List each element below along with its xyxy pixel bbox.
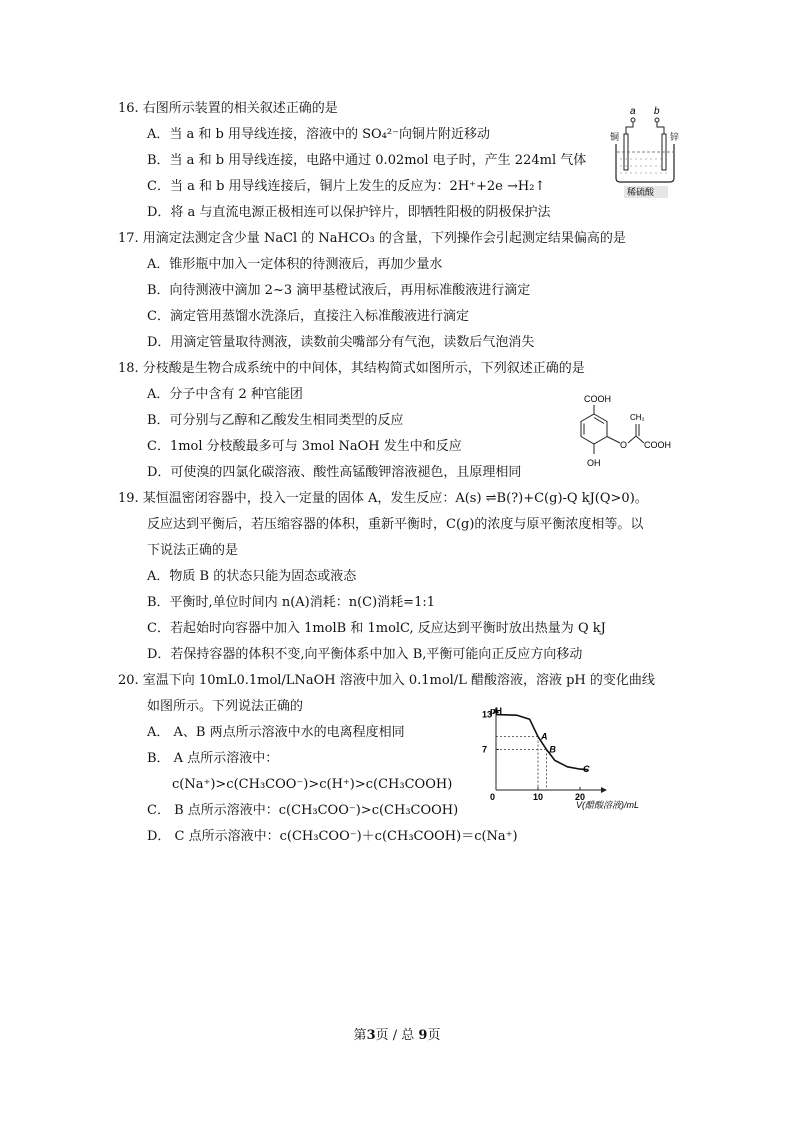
footer-prefix: 第 [353,1028,367,1043]
q20-option-b: B． A 点所示溶液中： [147,751,279,766]
q17-option-b: B．向待测液中滴加 2~3 滴甲基橙试液后，再用标准酸液进行滴定 [147,283,531,298]
chart-origin-label: 0 [490,792,496,802]
q19-option-a: A．物质 B 的状态只能为固态或液态 [147,569,357,584]
molecule-oh: OH [587,458,601,468]
chart-y-tick-1: 7 [482,744,488,755]
q18-option-b: B．可分别与乙醇和乙酸发生相同类型的反应 [147,413,404,428]
molecule-cooh-right: COOH [644,440,671,450]
q16-option-c: C．当 a 和 b 用导线连接后，铜片上发生的反应为：2H⁺+2e →H₂↑ [147,179,546,194]
chart-point-label-B: B [549,744,556,755]
q17-option-c: C．滴定管用蒸馏水洗涤后，直接注入标准酸液进行滴定 [147,309,469,324]
q20-option-a: A． A、B 两点所示溶液中水的电离程度相同 [147,725,405,740]
q18-stem: 18. 分枝酸是生物合成系统中的中间体，其结构简式如图所示，下列叙述正确的是 [118,361,585,376]
chorismic-acid-structure [560,392,680,480]
q16-option-d: D．将 a 与直流电源正极相连可以保护锌片，即牺牲阳极的阴极保护法 [147,205,551,220]
q17-option-d: D．用滴定管量取待测液，读数前尖嘴部分有气泡，读数后气泡消失 [147,335,535,350]
q20-option-d: D． C 点所示溶液中：c(CH₃COO⁻)＋c(CH₃COOH)＝c(Na⁺) [147,829,518,844]
footer-total-pages: 9 [418,1028,428,1043]
cell-label-zinc: 锌 [670,132,680,142]
q19-option-c: C．若起始时向容器中加入 1molB 和 1molC, 反应达到平衡时放出热量为 Q kJ [147,621,606,636]
q18-option-a: A．分子中含有 2 种官能团 [147,387,303,402]
q19-option-b: B．平衡时,单位时间内 n(A)消耗：n(C)消耗=1:1 [147,595,435,610]
footer-page-number: 3 [366,1028,376,1043]
ph-titration-chart [478,702,678,826]
molecule-o: O [620,440,628,450]
q17-option-a: A．锥形瓶中加入一定体积的待测液后，再加少量水 [147,257,443,272]
chart-ph-curve [496,715,588,770]
cell-caption: 稀硫酸 [627,187,655,197]
q20-stem-line1: 20. 室温下向 10mL0.1mol/LNaOH 溶液中加入 0.1mol/L 醋酸溶液，溶液 pH 的变化曲线 [118,673,655,688]
q19-stem-line1: 19. 某恒温密闭容器中，投入一定量的固体 A，发生反应：A(s) ⇌B(?)+C(g)-Q kJ(Q>0)。 [118,491,648,506]
footer-mid: 页 / 总 [375,1028,419,1043]
q20-option-c: C． B 点所示溶液中：c(CH₃COO⁻)>c(CH₃COOH) [147,803,459,818]
cell-label-b: b [654,106,660,117]
chart-x-tick-1: 10 [533,792,544,802]
q16-option-b: B．当 a 和 b 用导线连接，电路中通过 0.02mol 电子时，产生 224ml 气体 [147,153,587,168]
q16-stem: 16. 右图所示装置的相关叙述正确的是 [118,101,338,116]
chart-point-label-C: C [583,764,590,775]
cell-label-copper: 铜 [610,132,620,142]
molecule-ch2: CH₂ [630,413,645,422]
q17-stem: 17. 用滴定法测定含少量 NaCl 的 NaHCO₃ 的含量，下列操作会引起测定结果偏高的是 [118,231,626,246]
chart-y-tick-0: 13 [482,709,493,720]
footer-suffix: 页 [427,1028,441,1043]
chart-x-tick-2: 20 [575,792,586,802]
galvanic-cell-figure [608,104,688,204]
q19-option-d: D．若保持容器的体积不变,向平衡体系中加入 B,平衡可能向正反应方向移动 [147,647,583,662]
q19-stem-line3: 下说法正确的是 [147,543,239,558]
q16-option-a: A．当 a 和 b 用导线连接，溶液中的 SO₄²⁻向铜片附近移动 [147,127,490,142]
molecule-cooh-top: COOH [584,394,611,404]
page-footer [0,1024,794,1043]
chart-y-label: pH [490,706,502,716]
q18-option-d: D．可使溴的四氯化碳溶液、酸性高锰酸钾溶液褪色，且原理相同 [147,465,522,480]
q20-option-b-formula: c(Na⁺)>c(CH₃COO⁻)>c(H⁺)>c(CH₃COOH) [172,777,453,792]
q19-stem-line2: 反应达到平衡后，若压缩容器的体积，重新平衡时，C(g)的浓度与原平衡浓度相等。以 [147,517,644,532]
q18-option-c: C．1mol 分枝酸最多可与 3mol NaOH 发生中和反应 [147,439,462,454]
chart-point-label-A: A [541,731,548,742]
cell-label-a: a [630,106,636,117]
q20-stem-line2: 如图所示。下列说法正确的 [147,699,304,714]
chart-x-label: V(醋酸溶液)/mL [576,800,640,810]
